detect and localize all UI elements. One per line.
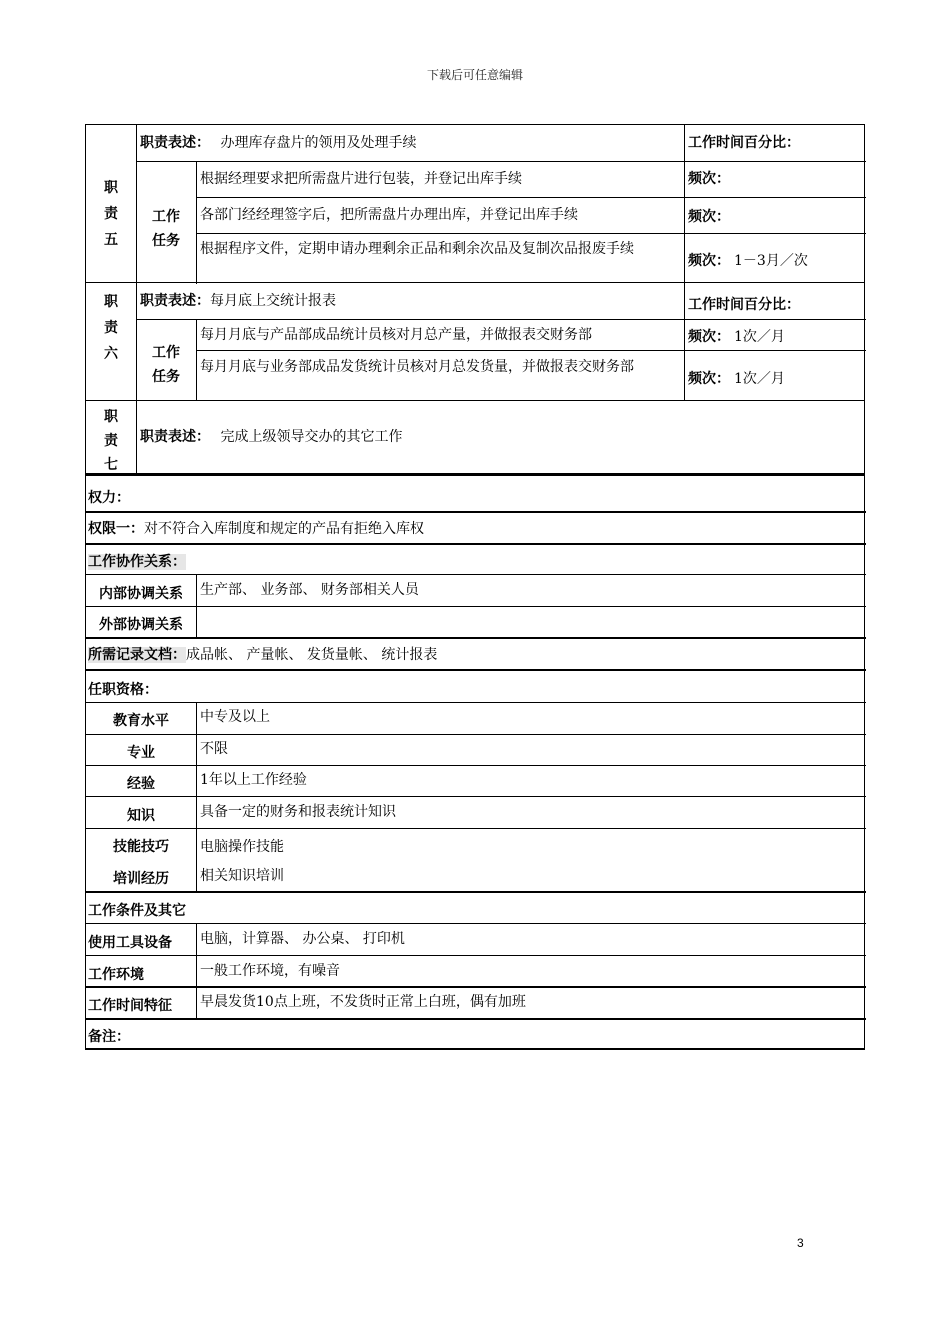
duty6-freq-2 — [688, 371, 864, 387]
colon: ： — [716, 371, 730, 387]
duty6-desc — [140, 293, 680, 309]
tools-label: 使用工具设备 — [88, 935, 172, 951]
relations-title-text: 工作协作关系： — [88, 554, 186, 570]
duty5-freq-3 — [688, 253, 864, 269]
time-percent-label: 工作时间百分比 — [688, 135, 786, 151]
duty5-freq-2 — [688, 209, 864, 225]
duty5-freq-3-value: 1－3月／次 — [734, 253, 808, 269]
duty6-freq-1 — [688, 329, 864, 345]
notes-label: 备注： — [88, 1029, 130, 1045]
education-label: 教育水平 — [113, 713, 169, 729]
duty6-tasks-label — [142, 341, 190, 389]
records-label: 所需记录文档： — [88, 647, 186, 663]
experience-label: 经验 — [127, 776, 155, 792]
duty-desc-label: 职责表述 — [140, 293, 196, 309]
colon: ： — [196, 293, 210, 309]
duty5-tasks-label — [142, 205, 190, 253]
duty5-label — [86, 175, 136, 253]
colon: ： — [716, 171, 730, 187]
page-number: 3 — [797, 1236, 804, 1250]
colon: ： — [196, 135, 210, 151]
duty5-desc — [140, 135, 680, 151]
environment-value: 一般工作环境，有噪音 — [200, 963, 340, 979]
duty5-task-1: 根据经理要求把所需盘片进行包装，并登记出库手续 — [200, 171, 522, 187]
relations-title — [88, 554, 388, 570]
records-row — [88, 647, 848, 663]
colon: ： — [786, 297, 800, 313]
work-tasks-label: 工作任务 — [152, 209, 180, 249]
duty6-task-2: 每月月底与业务部成品发货统计员核对月总发货量，并做报表交财务部 — [200, 359, 634, 375]
duty6-freq-2-value: 1次／月 — [734, 371, 785, 387]
duty5-block — [85, 124, 865, 283]
limit1-label: 权限一： — [88, 521, 144, 537]
internal-label: 内部协调关系 — [99, 586, 183, 602]
work-hours-label: 工作时间特征 — [88, 998, 172, 1014]
knowledge-value: 具备一定的财务和报表统计知识 — [200, 804, 396, 820]
training-value: 相关知识培训 — [200, 868, 284, 884]
authority-title: 权力： — [88, 490, 130, 506]
frequency-label: 频次 — [688, 171, 716, 187]
duty7-label-text: 职责七 — [104, 409, 118, 473]
duty6-freq-1-value: 1次／月 — [734, 329, 785, 345]
duty7-desc-text: 完成上级领导交办的其它工作 — [220, 429, 403, 445]
colon: ： — [716, 253, 730, 269]
duty5-task-3: 根据程序文件，定期申请办理剩余正品和剩余次品及复制次品报废手续 — [200, 241, 634, 257]
lower-section — [85, 474, 865, 1050]
major-label: 专业 — [127, 745, 155, 761]
internal-value: 生产部、 业务部、 财务部相关人员 — [200, 582, 419, 598]
duty7-label — [86, 405, 136, 477]
duty6-block — [85, 283, 865, 401]
duty5-desc-text: 办理库存盘片的领用及处理手续 — [220, 135, 417, 151]
duty6-label — [86, 289, 136, 362]
external-label: 外部协调关系 — [99, 617, 183, 633]
duty-desc-label: 职责表述 — [140, 135, 196, 151]
duty-desc-label: 职责表述 — [140, 429, 196, 445]
frequency-label: 频次 — [688, 329, 716, 345]
tools-value: 电脑，计算器、 办公桌、 打印机 — [200, 931, 405, 947]
environment-label: 工作环境 — [88, 967, 144, 983]
frequency-label: 频次 — [688, 371, 716, 387]
duty6-label-text: 职责六 — [104, 294, 118, 362]
colon: ： — [716, 209, 730, 225]
skills-value: 电脑操作技能 — [200, 839, 284, 855]
duty7-desc — [140, 429, 840, 445]
training-label: 培训经历 — [113, 871, 169, 887]
duty7-block — [85, 401, 865, 474]
authority-limit1 — [88, 521, 848, 537]
work-hours-value: 早晨发货10点上班，不发货时正常上白班，偶有加班 — [200, 994, 526, 1010]
header-note: 下载后可任意编辑 — [426, 68, 523, 82]
duty5-freq-1 — [688, 171, 864, 187]
duty5-task-2: 各部门经经理签字后，把所需盘片办理出库，并登记出库手续 — [200, 207, 578, 223]
work-tasks-label: 工作任务 — [152, 345, 180, 385]
frequency-label: 频次 — [688, 209, 716, 225]
education-value: 中专及以上 — [200, 709, 270, 725]
records-value: 成品帐、 产量帐、 发货量帐、 统计报表 — [186, 647, 438, 663]
limit1-text: 对不符合入库制度和规定的产品有拒绝入库权 — [144, 521, 424, 537]
qualifications-title: 任职资格： — [88, 682, 158, 698]
colon: ： — [196, 429, 210, 445]
duty6-time-percent — [688, 297, 864, 313]
conditions-title: 工作条件及其它 — [88, 903, 186, 919]
experience-value: 1年以上工作经验 — [200, 772, 307, 788]
time-percent-label: 工作时间百分比 — [688, 297, 786, 313]
duty5-label-text: 职责五 — [104, 180, 118, 248]
frequency-label: 频次 — [688, 253, 716, 269]
duty6-desc-text: 每月底上交统计报表 — [210, 293, 336, 309]
colon: ： — [716, 329, 730, 345]
duty6-task-1: 每月月底与产品部成品统计员核对月总产量，并做报表交财务部 — [200, 327, 592, 343]
skills-label: 技能技巧 — [113, 839, 169, 855]
major-value: 不限 — [200, 741, 228, 757]
knowledge-label: 知识 — [127, 808, 155, 824]
duty5-time-percent — [688, 135, 864, 151]
colon: ： — [786, 135, 800, 151]
